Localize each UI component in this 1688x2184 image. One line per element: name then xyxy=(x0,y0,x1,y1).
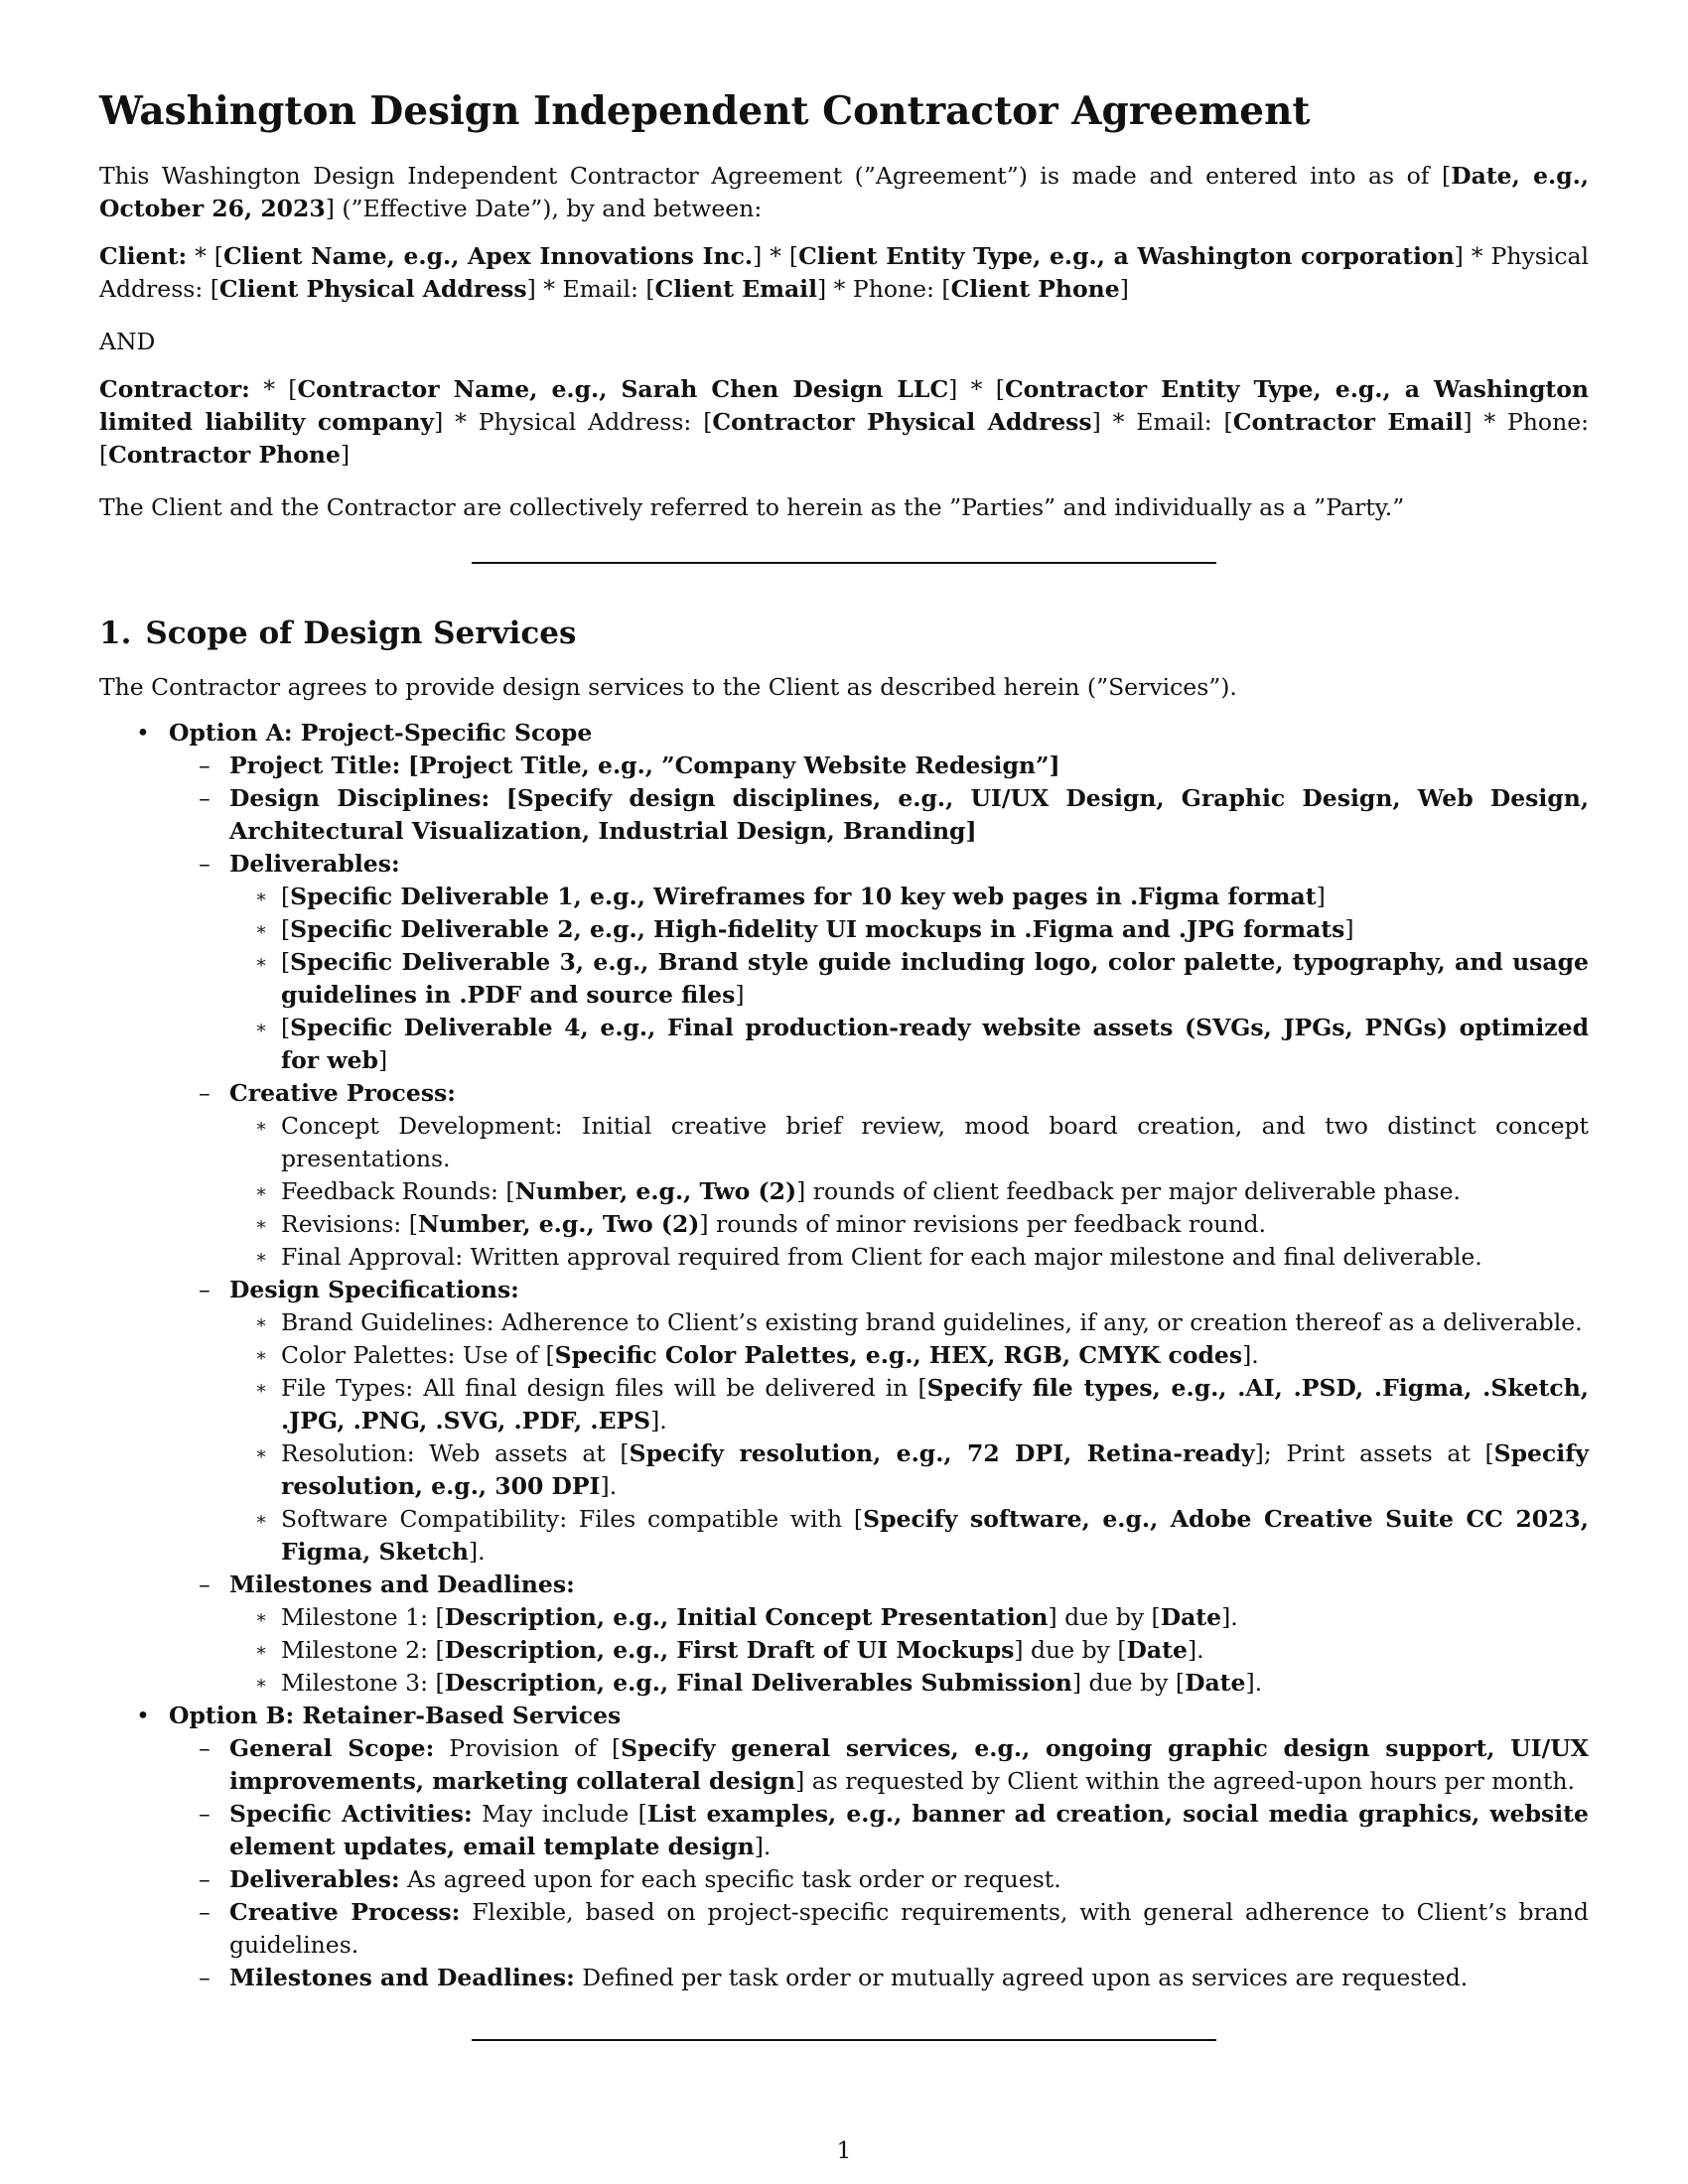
milestone-mid: ] due by [ xyxy=(1014,1636,1127,1664)
horizontal-rule xyxy=(472,2039,1216,2041)
item-label: Specific Activities: xyxy=(229,1800,473,1828)
section-title: Scope of Design Services xyxy=(145,615,577,651)
feedback-post: ] rounds of client feedback per major deliverable phase. xyxy=(796,1177,1461,1205)
milestone-date: Date xyxy=(1126,1636,1188,1664)
deliverables-list xyxy=(229,881,1589,1077)
contractor-block: Contractor: * [Contractor Name, e.g., Sarah Chen Design LLC] * [Contractor Entity Type, e.g., a Washington limited liability company] * Physical Address: [Contractor Physical Address] * Email: [Contractor Email] * Phone: [Contractor Phone] xyxy=(99,375,1590,469)
list-item xyxy=(229,1667,1589,1700)
resolution-mid: ]; Print assets at [ xyxy=(1254,1439,1494,1467)
revisions-post: ] rounds of minor revisions per feedback round. xyxy=(699,1210,1267,1238)
item-label: Creative Process: xyxy=(229,1079,456,1107)
contractor-email-label: Email: xyxy=(1136,408,1212,436)
option-b xyxy=(99,1700,1589,1994)
list-item: ∗ Brand Guidelines: Adherence to Client’s existing brand guidelines, if any, or creation thereof as a deliverable. xyxy=(229,1306,1589,1339)
milestone-suffix: ]. xyxy=(1221,1603,1238,1631)
activities-post: ]. xyxy=(754,1833,772,1860)
color-pre: Color Palettes: Use of [ xyxy=(281,1341,555,1369)
resolution-pre: Resolution: Web assets at [ xyxy=(281,1439,630,1467)
milestone-desc: Description, e.g., First Draft of UI Mockups xyxy=(444,1636,1015,1664)
list-item xyxy=(229,1601,1589,1634)
milestone-date: Date xyxy=(1160,1603,1222,1631)
deliverable-3: Specific Deliverable 3, e.g., Brand style guide including logo, color palette, typography, and usage guidelines in .PDF and source files xyxy=(281,948,1589,1009)
list-item xyxy=(229,1175,1589,1208)
client-address-label: Physical Address: xyxy=(99,242,1590,303)
section-number: 1. xyxy=(99,615,132,651)
milestones-list xyxy=(229,1601,1589,1700)
activities-pre: May include [ xyxy=(482,1800,647,1828)
list-item: ∗ [Specific Deliverable 2, e.g., High-fidelity UI mockups in .Figma and .JPG formats] xyxy=(229,913,1589,946)
option-a-list xyxy=(169,750,1589,1700)
milestone-mid: ] due by [ xyxy=(1048,1603,1161,1631)
list-item xyxy=(229,1634,1589,1667)
disciplines-placeholder: Specify design disciplines, e.g., UI/UX Design, Graphic Design, Web Design, Architectural Visualization, Industrial Design, Branding xyxy=(229,784,1590,845)
deliverable-2: Specific Deliverable 2, e.g., High-fidelity UI mockups in .Figma and .JPG formats xyxy=(290,915,1345,943)
list-item: – Design Disciplines: [Specify design disciplines, e.g., UI/UX Design, Graphic Design, Web Design, Architectural Visualization, Industrial Design, Branding] xyxy=(169,782,1589,848)
list-item xyxy=(229,1503,1589,1569)
contractor-label: Contractor: xyxy=(99,375,250,403)
list-item: ∗ Final Approval: Written approval required from Client for each major milestone and final deliverable. xyxy=(229,1241,1589,1274)
item-label: Deliverables: xyxy=(229,850,400,878)
list-item: ∗ Concept Development: Initial creative brief review, mood board creation, and two distinct concept presentations. xyxy=(229,1110,1589,1175)
milestone-suffix: ]. xyxy=(1245,1669,1263,1697)
list-item: ∗ [Specific Deliverable 1, e.g., Wireframes for 10 key web pages in .Figma format] xyxy=(229,881,1589,913)
filetypes-pre: File Types: All final design files will be delivered in [ xyxy=(281,1374,927,1402)
list-item xyxy=(169,1962,1589,1994)
milestone-prefix: Milestone 2: [ xyxy=(281,1636,445,1664)
resolution-web: Specify resolution, e.g., 72 DPI, Retina-ready xyxy=(629,1439,1255,1467)
contractor-address-label: Physical Address: xyxy=(478,408,692,436)
list-item xyxy=(229,1339,1589,1372)
list-item xyxy=(229,1437,1589,1503)
list-item xyxy=(169,848,1589,1077)
item-label: Design Disciplines: xyxy=(229,784,491,812)
effective-date-placeholder: Date, e.g., October 26, 2023 xyxy=(99,162,1590,222)
milestones-text: Defined per task order or mutually agreed upon as services are requested. xyxy=(582,1964,1469,1991)
section-intro: The Contractor agrees to provide design services to the Client as described herein (”Services”). xyxy=(99,673,1237,701)
color-value: Specific Color Palettes, e.g., HEX, RGB, CMYK codes xyxy=(554,1341,1243,1369)
contractor-address: Contractor Physical Address xyxy=(712,408,1092,436)
contractor-phone-label: Phone: xyxy=(1506,408,1590,436)
list-item xyxy=(169,1732,1589,1798)
option-a xyxy=(99,717,1589,1700)
activities-value: List examples, e.g., banner ad creation, social media graphics, website element updates, email template design xyxy=(229,1800,1589,1860)
client-address: Client Physical Address xyxy=(218,275,527,303)
section-heading xyxy=(99,614,576,653)
revisions-value: Number, e.g., Two (2) xyxy=(417,1210,700,1238)
resolution-post: ]. xyxy=(600,1472,618,1500)
deliverables-text: As agreed upon for each specific task order or request. xyxy=(407,1865,1061,1893)
contractor-phone: Contractor Phone xyxy=(108,441,341,469)
list-item: ∗ [Specific Deliverable 3, e.g., Brand style guide including logo, color palette, typography, and usage guidelines in .PDF and source files] xyxy=(229,946,1589,1012)
intro-paragraph xyxy=(99,160,1589,225)
client-name: Client Name, e.g., Apex Innovations Inc. xyxy=(222,242,754,270)
item-label: Milestones and Deadlines: xyxy=(229,1570,575,1598)
contractor-name: Contractor Name, e.g., Sarah Chen Design LLC xyxy=(297,375,949,403)
color-post: ]. xyxy=(1242,1341,1259,1369)
item-label: General Scope: xyxy=(229,1734,435,1762)
software-value: Specify software, e.g., Adobe Creative Suite CC 2023, Figma, Sketch xyxy=(281,1505,1589,1566)
item-label: Milestones and Deadlines: xyxy=(229,1964,575,1991)
item-label: Project Title: xyxy=(229,751,401,779)
list-item xyxy=(229,1372,1589,1437)
milestone-suffix: ]. xyxy=(1187,1636,1204,1664)
item-label: Design Specifications: xyxy=(229,1276,519,1303)
contractor-entity: Contractor Entity Type, e.g., a Washington limited liability company xyxy=(99,375,1589,436)
general-post: ] as requested by Client within the agreed-upon hours per month. xyxy=(795,1767,1575,1795)
item-label: Creative Process: xyxy=(229,1898,461,1926)
software-post: ]. xyxy=(468,1538,486,1566)
creative-text: Flexible, based on project-specific requirements, with general adherence to Client’s brand guidelines. xyxy=(229,1898,1589,1959)
list-item xyxy=(169,1896,1589,1962)
milestone-mid: ] due by [ xyxy=(1071,1669,1186,1697)
list-item xyxy=(169,1077,1589,1274)
client-email: Client Email xyxy=(654,275,818,303)
contractor-email: Contractor Email xyxy=(1232,408,1464,436)
filetypes-value: Specify file types, e.g., .AI, .PSD, .Figma, .Sketch, .JPG, .PNG, .SVG, .PDF, .EPS xyxy=(281,1374,1589,1434)
revisions-pre: Revisions: [ xyxy=(281,1210,418,1238)
list-item xyxy=(169,1569,1589,1700)
document-title: Washington Design Independent Contractor Agreement xyxy=(99,88,1311,134)
parties-paragraph: The Client and the Contractor are collectively referred to herein as the ”Parties” and individually as a ”Party.” xyxy=(99,493,1405,521)
intro-pre: This Washington Design Independent Contractor Agreement (”Agreement”) is made and entered into as of [ xyxy=(99,162,1452,190)
option-b-label: Option B: Retainer-Based Services xyxy=(169,1702,622,1729)
list-item: – Project Title: [Project Title, e.g., ”Company Website Redesign”] xyxy=(169,750,1589,782)
item-label: Deliverables: xyxy=(229,1865,400,1893)
client-phone-label: Phone: xyxy=(852,275,934,303)
list-item xyxy=(169,1863,1589,1896)
and-separator: AND xyxy=(99,328,156,355)
general-value: Specify general services, e.g., ongoing graphic design support, UI/UX improvements, marketing collateral design xyxy=(229,1734,1589,1795)
deliverable-4: Specific Deliverable 4, e.g., Final production-ready website assets (SVGs, JPGs, PNGs) optimized for web xyxy=(281,1014,1589,1074)
feedback-value: Number, e.g., Two (2) xyxy=(514,1177,797,1205)
project-title-placeholder: Project Title, e.g., ”Company Website Redesign” xyxy=(418,751,1050,779)
software-pre: Software Compatibility: Files compatible with [ xyxy=(281,1505,864,1533)
milestone-desc: Description, e.g., Initial Concept Presentation xyxy=(444,1603,1049,1631)
general-pre: Provision of [ xyxy=(449,1734,622,1762)
intro-post: ] (”Effective Date”), by and between: xyxy=(325,195,763,222)
list-item xyxy=(169,1274,1589,1569)
creative-process-list xyxy=(229,1110,1589,1274)
milestone-prefix: Milestone 1: [ xyxy=(281,1603,445,1631)
design-specs-list xyxy=(229,1306,1589,1569)
page-number: 1 xyxy=(836,2136,852,2164)
resolution-print: Specify resolution, e.g., 300 DPI xyxy=(281,1439,1589,1500)
client-block: Client: * [Client Name, e.g., Apex Innovations Inc.] * [Client Entity Type, e.g., a Washington corporation] * Physical Address: [Client Physical Address] * Email: [Client Email] * Phone: [Client Phone] xyxy=(99,242,1590,303)
options-list xyxy=(99,717,1589,1994)
client-email-label: Email: xyxy=(562,275,638,303)
feedback-pre: Feedback Rounds: [ xyxy=(281,1177,515,1205)
milestone-desc: Description, e.g., Final Deliverables Submission xyxy=(444,1669,1072,1697)
option-a-label: Option A: Project-Specific Scope xyxy=(169,719,593,747)
client-phone: Client Phone xyxy=(950,275,1120,303)
horizontal-rule xyxy=(472,562,1216,564)
milestone-prefix: Milestone 3: [ xyxy=(281,1669,445,1697)
client-label: Client: xyxy=(99,242,188,270)
list-item xyxy=(229,1208,1589,1241)
option-b-list xyxy=(169,1732,1589,1994)
milestone-date: Date xyxy=(1185,1669,1246,1697)
client-entity: Client Entity Type, e.g., a Washington corporation xyxy=(798,242,1455,270)
deliverable-1: Specific Deliverable 1, e.g., Wireframes for 10 key web pages in .Figma format xyxy=(290,883,1317,910)
list-item xyxy=(169,1798,1589,1863)
filetypes-post: ]. xyxy=(650,1407,667,1434)
list-item: ∗ [Specific Deliverable 4, e.g., Final production-ready website assets (SVGs, JPGs, PNGs) optimized for web] xyxy=(229,1012,1589,1077)
